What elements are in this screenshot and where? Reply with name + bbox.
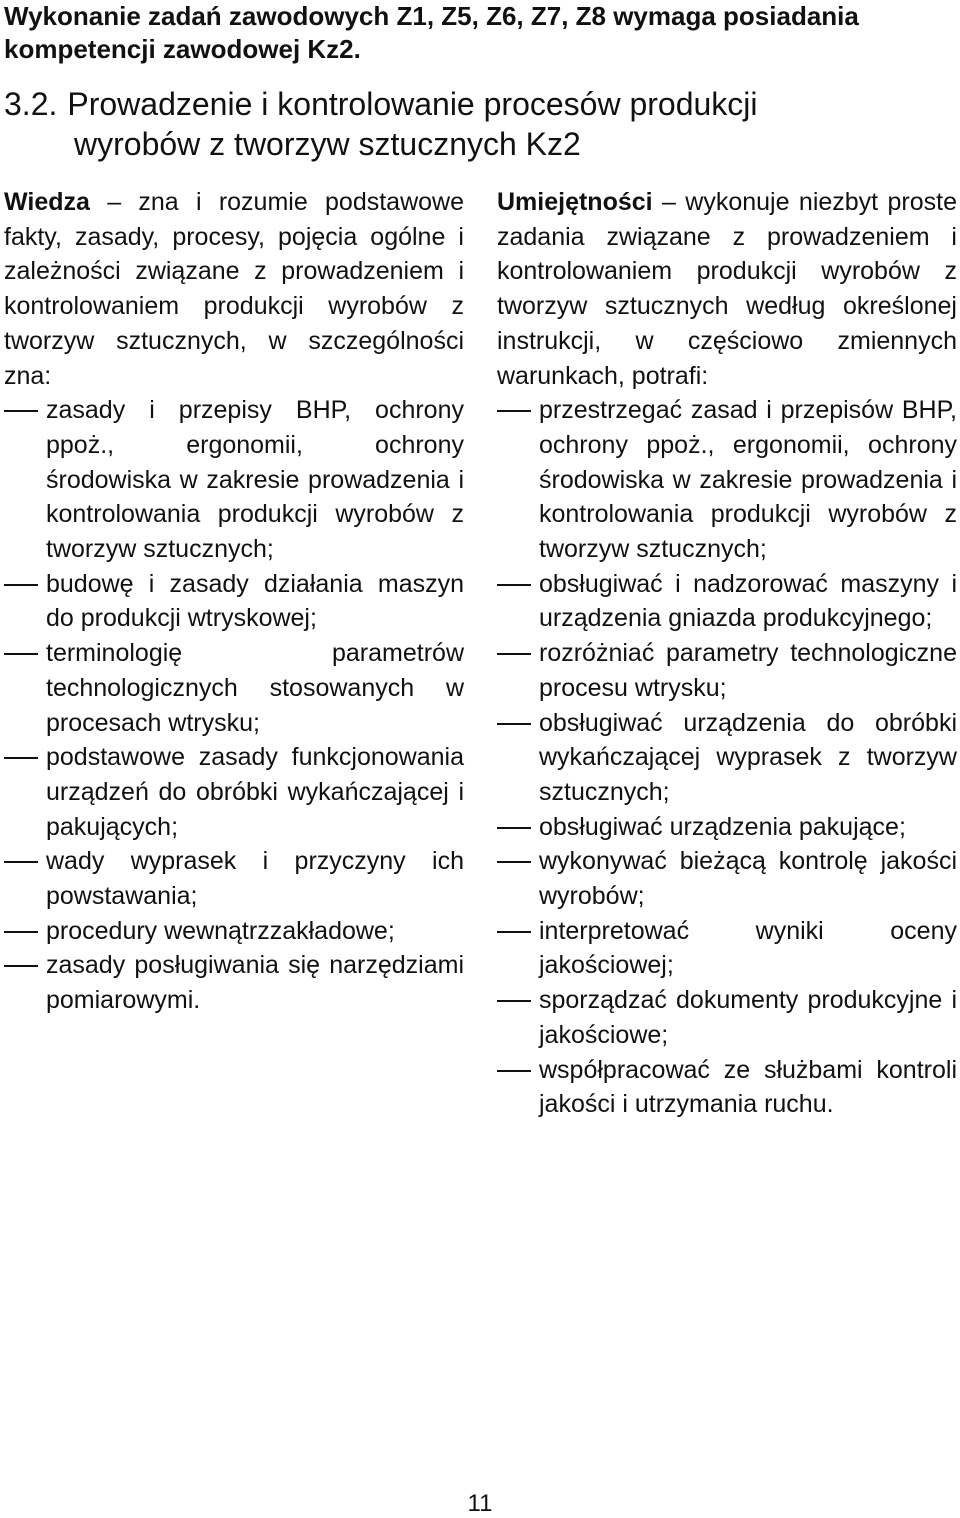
list-item: obsługiwać urządzenia pakujące; <box>497 810 957 845</box>
list-item: terminologię parametrów technologicznych stosowanych w procesach wtrysku; <box>4 636 464 740</box>
list-item: interpretować wyniki oceny jakościowej; <box>497 914 957 983</box>
skills-lead-text: – wykonuje niezbyt proste zadania związane z prowadzeniem i kontrolowaniem produkcji wyrobów z tworzyw sztucznych według określonej instrukcji, w częściowo zmiennych warunkach, potrafi: <box>497 188 957 390</box>
skills-list <box>497 393 957 1122</box>
skills-column <box>497 185 957 1122</box>
knowledge-column <box>4 185 464 1018</box>
list-item: obsługiwać i nadzorować maszyny i urządzenia gniazda produkcyjnego; <box>497 567 957 636</box>
section-title-line1: Prowadzenie i kontrolowanie procesów produkcji <box>67 86 758 122</box>
list-item: obsługiwać urządzenia do obróbki wykańczającej wyprasek z tworzyw sztucznych; <box>497 706 957 810</box>
knowledge-lead-text: – zna i rozumie podstawowe fakty, zasady, procesy, pojęcia ogólne i zależności związane z prowadzeniem i kontrolowaniem produkcji wyrobów z tworzyw sztucznych, w szczególności zna: <box>4 188 464 390</box>
page-number: 11 <box>467 1490 493 1517</box>
list-item: zasady posługiwania się narzędziami pomiarowymi. <box>4 948 464 1017</box>
list-item: budowę i zasady działania maszyn do produkcji wtryskowej; <box>4 567 464 636</box>
section-heading <box>4 84 956 164</box>
list-item: zasady i przepisy BHP, ochrony ppoż., ergonomii, ochrony środowiska w zakresie prowadzenia i kontrolowania produkcji wyrobów z tworzyw sztucznych; <box>4 393 464 567</box>
knowledge-label: Wiedza <box>4 188 90 216</box>
list-item: rozróżniać parametry technologiczne procesu wtrysku; <box>497 636 957 705</box>
list-item: wykonywać bieżącą kontrolę jakości wyrobów; <box>497 844 957 913</box>
list-item: podstawowe zasady funkcjonowania urządzeń do obróbki wykańczającej i pakujących; <box>4 740 464 844</box>
list-item: przestrzegać zasad i przepisów BHP, ochrony ppoż., ergonomii, ochrony środowiska w zakresie prowadzenia i kontrolowania produkcji wyrobów z tworzyw sztucznych; <box>497 393 957 567</box>
section-number: 3.2. <box>4 86 58 122</box>
knowledge-list <box>4 393 464 1018</box>
list-item: wady wyprasek i przyczyny ich powstawania; <box>4 844 464 913</box>
list-item: współpracować ze służbami kontroli jakości i utrzymania ruchu. <box>497 1053 957 1122</box>
section-title-line2: wyrobów z tworzyw sztucznych Kz2 <box>74 126 581 162</box>
list-item: procedury wewnątrzzakładowe; <box>4 914 464 949</box>
knowledge-lead-paragraph <box>4 185 464 393</box>
list-item: sporządzać dokumenty produkcyjne i jakościowe; <box>497 983 957 1052</box>
skills-lead-paragraph <box>497 185 957 393</box>
skills-label: Umiejętności <box>497 188 653 216</box>
intro-paragraph: Wykonanie zadań zawodowych Z1, Z5, Z6, Z7, Z8 wymaga posiadania kompetencji zawodowej Kz2. <box>4 1 859 64</box>
